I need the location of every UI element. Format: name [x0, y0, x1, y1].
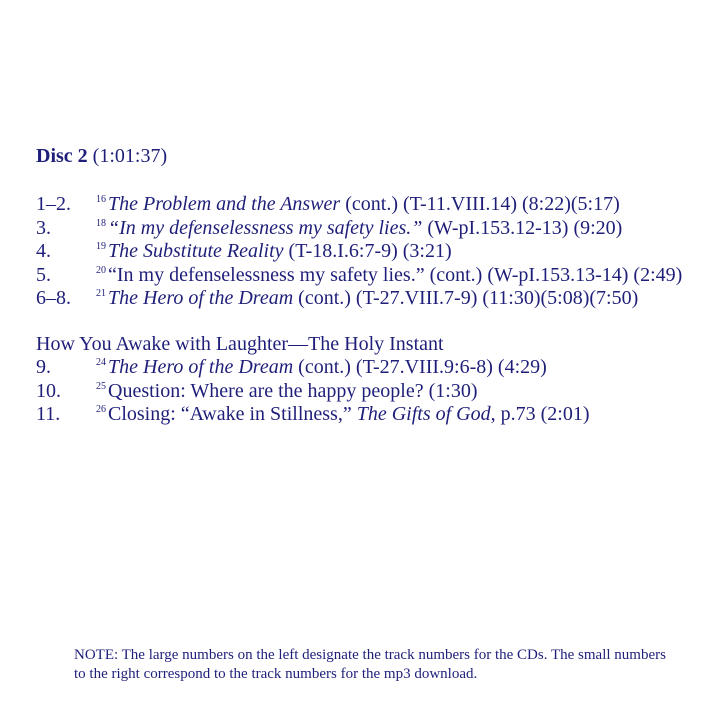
track-title: The Hero of the Dream: [108, 356, 294, 378]
footnote: NOTE: The large numbers on the left designate the track numbers for the CDs. The small numbers to the right correspond to the track numbers for the mp3 download.: [74, 647, 666, 682]
track-title: “In my defenselessness my safety lies.”: [108, 216, 423, 239]
track-row: [36, 240, 716, 264]
track-details: , p.73 (2:01): [490, 403, 590, 425]
section-heading: How You Awake with Laughter—The Holy Instant: [36, 333, 444, 355]
disc-heading: [36, 145, 167, 168]
track-title: The Hero of the Dream: [108, 287, 294, 309]
mp3-track-number: 16: [96, 194, 106, 205]
mp3-track-number: 19: [96, 241, 106, 252]
cd-track-number: 5.: [36, 263, 51, 286]
track-title: The Problem and the Answer: [108, 193, 341, 215]
track-row: [36, 193, 716, 217]
cd-track-number: 11.: [36, 403, 61, 425]
cd-track-number: 6–8.: [36, 287, 71, 309]
track-row: [36, 264, 716, 288]
disc-label: Disc 2: [36, 145, 88, 167]
track-details: (cont.) (T-27.VIII.9:6-8) (4:29): [293, 356, 547, 378]
track-row: [36, 380, 716, 404]
track-row: [36, 287, 716, 311]
track-title: Question: Where are the happy people? (1:30): [108, 379, 478, 402]
track-row: [36, 217, 716, 241]
cd-track-number: 10.: [36, 379, 61, 402]
track-title: The Substitute Reality: [108, 240, 284, 262]
cd-track-number: 1–2.: [36, 193, 71, 215]
track-title: Closing: “Awake in Stillness,”: [108, 403, 357, 425]
mp3-track-number: 20: [96, 264, 106, 276]
track-details: (cont.) (T-27.VIII.7-9) (11:30)(5:08)(7:50): [293, 287, 639, 309]
cd-track-number: 3.: [36, 216, 51, 239]
mp3-track-number: 24: [96, 357, 106, 368]
mp3-track-number: 21: [96, 288, 106, 299]
track-details: (cont.) (W-pI.153.13-14) (2:49): [424, 263, 683, 286]
track-list: [36, 193, 716, 311]
track-details: (T-18.I.6:7-9) (3:21): [283, 240, 452, 262]
cd-track-number: 9.: [36, 356, 51, 378]
track-list: [36, 356, 716, 427]
cd-track-number: 4.: [36, 240, 51, 262]
track-row: [36, 403, 716, 427]
mp3-track-number: 26: [96, 404, 106, 415]
mp3-track-number: 25: [96, 380, 106, 392]
track-title: “In my defenselessness my safety lies.”: [108, 263, 425, 286]
mp3-track-number: 18: [96, 217, 106, 229]
track-row: [36, 356, 716, 380]
book-title: The Gifts of God: [356, 403, 491, 425]
track-details: (W-pI.153.12-13) (9:20): [422, 216, 623, 239]
track-details: (cont.) (T-11.VIII.14) (8:22)(5:17): [340, 193, 620, 215]
disc-duration: (1:01:37): [92, 145, 168, 167]
